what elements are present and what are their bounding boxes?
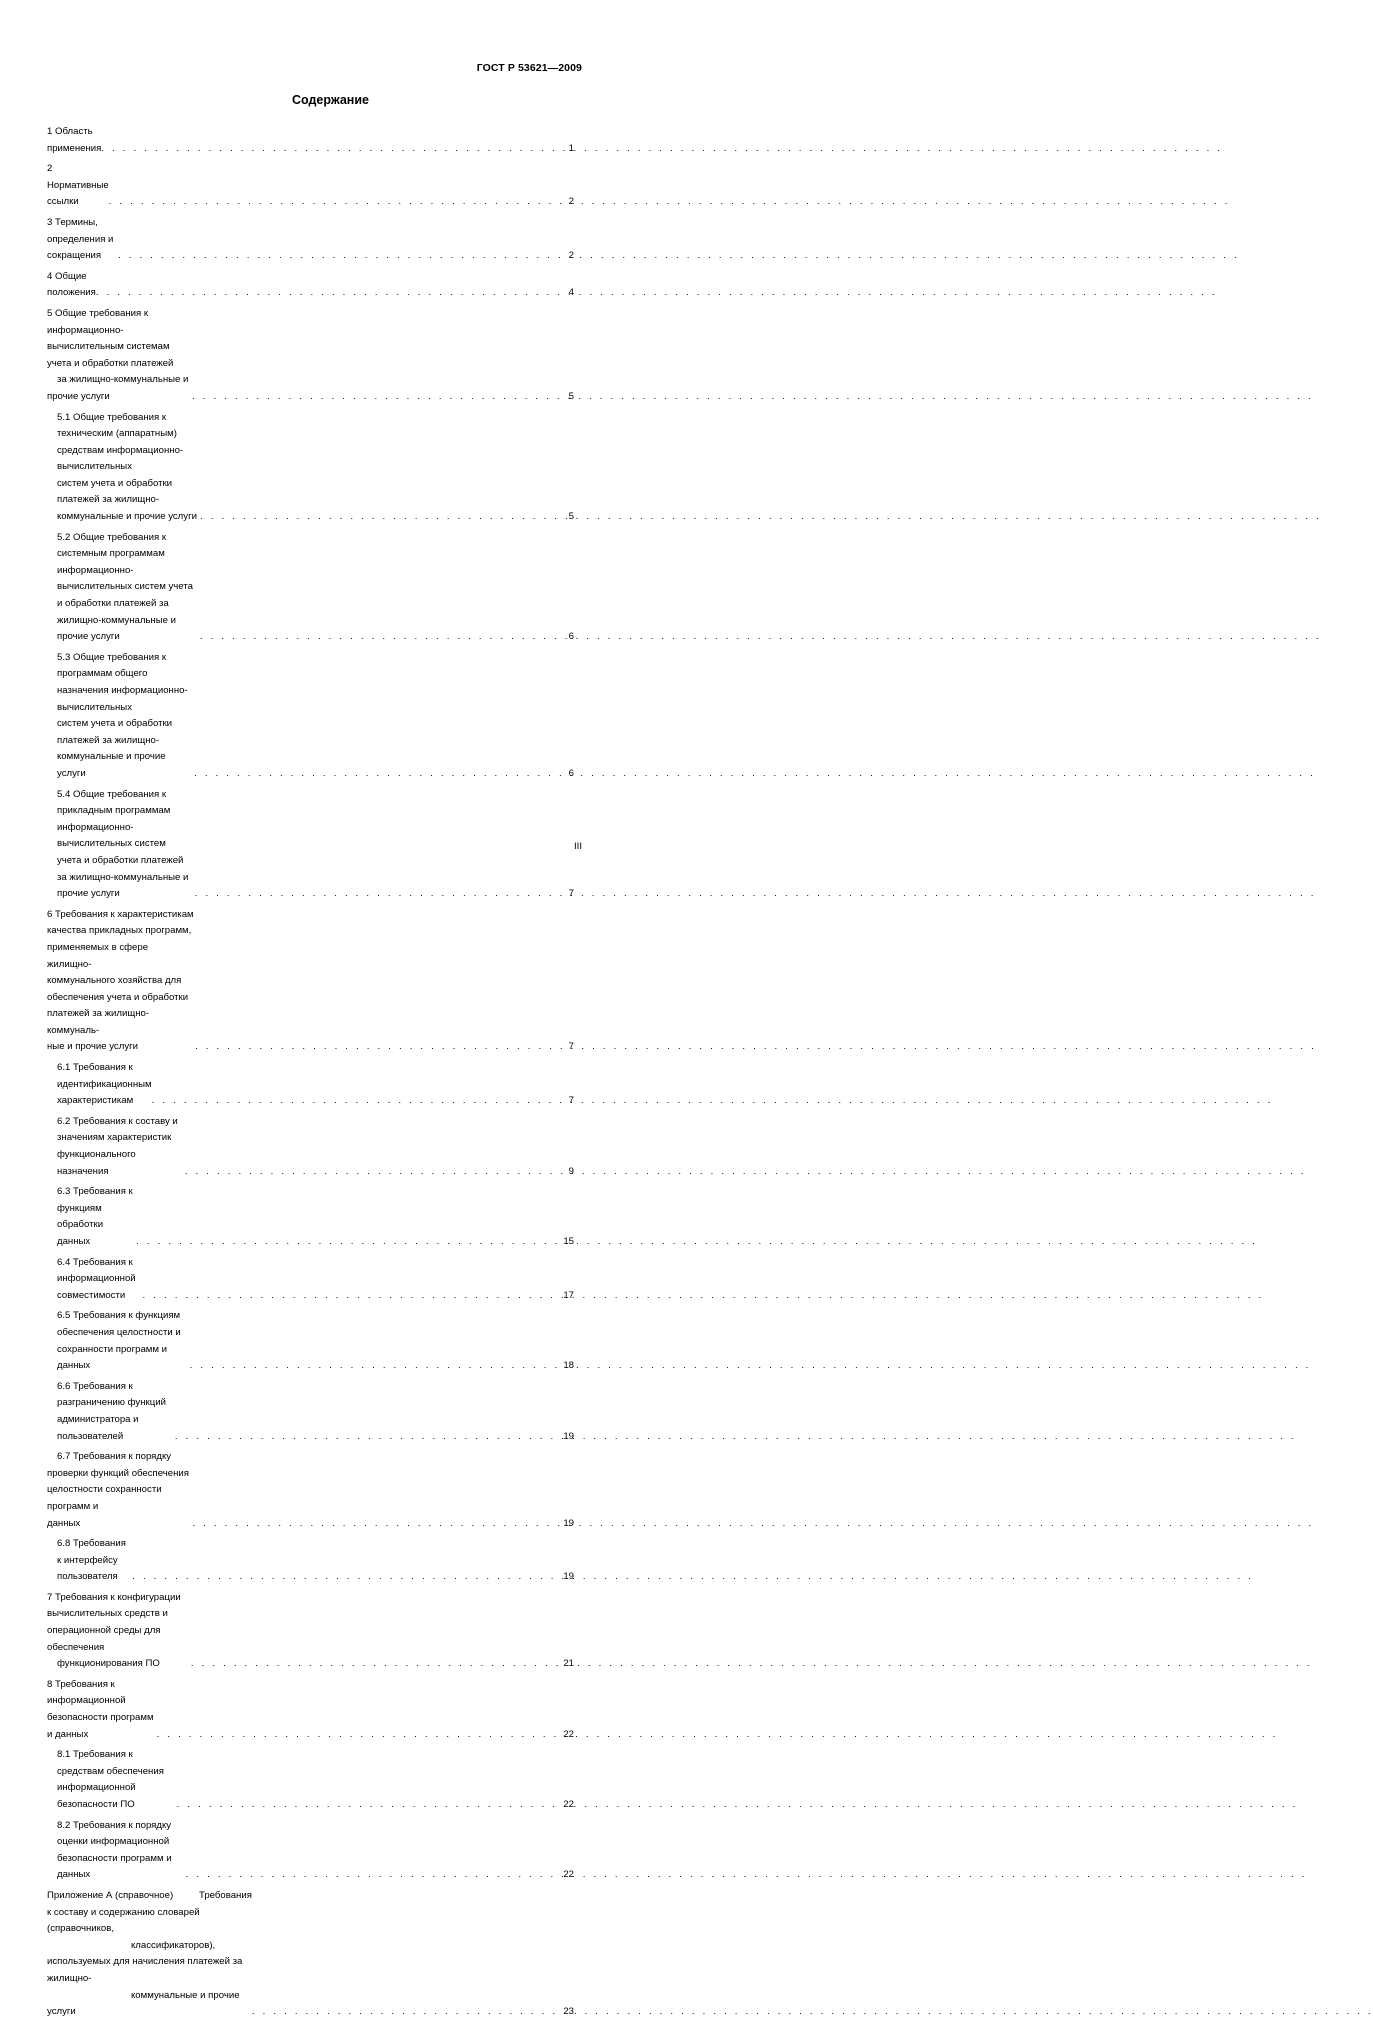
dot-leader <box>191 1656 563 1673</box>
dot-leader <box>194 766 569 783</box>
toc-entry-6-7[interactable] <box>47 1449 574 1532</box>
toc-entry-text: 2 Нормативные ссылки <box>47 163 109 208</box>
toc-page-number: 4 <box>568 287 574 299</box>
toc-entry-8[interactable] <box>47 1677 574 1743</box>
toc-page-number: 2 <box>568 250 574 262</box>
toc-entry-text: 6.6 Требования к разграничению функций администратора и пользователей <box>57 1380 166 1442</box>
toc-entry-6-2[interactable] <box>47 1114 574 1180</box>
toc-page-number: 9 <box>568 1165 574 1177</box>
toc-page-number: 19 <box>563 1571 574 1583</box>
toc-entry-text: 5.3 Общие требования к программам общего назначения информационно-вычислительных систем учета и обработки платежей за жилищно-коммунальные и прочие услуги <box>57 651 188 779</box>
toc-entry-text: 1 Область применения <box>47 126 102 154</box>
dot-leader <box>136 1234 563 1251</box>
dot-leader <box>200 629 569 646</box>
toc-entry-text: 8 Требования к информационной безопасности программ и данных <box>47 1678 154 1740</box>
toc-page-number: 21 <box>563 1658 574 1670</box>
toc-entry-text: 5 Общие требования к информационно-вычислительным системам учета и обработки платежей за жилищно-коммунальные и прочие услуги <box>47 307 189 402</box>
toc-entry-8-2[interactable] <box>47 1818 574 1884</box>
toc-page-number: 7 <box>568 1095 574 1107</box>
toc-entry-7[interactable] <box>47 1590 574 1673</box>
toc-entry-text: 5.1 Общие требования к техническим (аппаратным) средствам информационно-вычислительных систем учета и обработки платежей за жилищно-коммунальные и прочие услуги <box>57 411 197 523</box>
dot-leader <box>132 1569 563 1586</box>
toc-entry-4[interactable] <box>47 269 574 302</box>
toc-entry-6-8[interactable] <box>47 1536 574 1586</box>
toc-page-number: 1 <box>568 142 574 154</box>
dot-leader <box>195 886 569 903</box>
toc-page-number: 7 <box>568 1041 574 1053</box>
toc-entry-text: 6.1 Требования к идентификационным характеристикам <box>57 1062 152 1107</box>
toc-entry-text: Требования к составу и содержанию словарей (справочников, классификаторов), используемых для начисления платежей за жилищно- коммунальные и прочие услуги <box>47 1889 252 2018</box>
dot-leader <box>192 389 569 406</box>
toc-page-number: 19 <box>563 1517 574 1529</box>
toc-entry-text: 6.4 Требования к информационной совместимости <box>57 1256 136 1301</box>
appendix-prefix: Приложение А (справочное) <box>47 1889 174 1901</box>
toc-page-number: 7 <box>568 888 574 900</box>
dot-leader <box>118 248 569 265</box>
dot-leader <box>192 1516 563 1533</box>
dot-leader <box>101 141 568 158</box>
toc-entry-6[interactable] <box>47 907 574 1056</box>
toc-entry-6-6[interactable] <box>47 1379 574 1445</box>
page-header: ГОСТ Р 53621—2009 <box>476 62 582 74</box>
toc-page-number: 22 <box>563 1869 574 1881</box>
table-of-contents <box>47 124 574 2021</box>
toc-entry-text: 8.2 Требования к порядку оценки информационной безопасности программ и данных <box>57 1819 172 1881</box>
toc-entry-text: 6.5 Требования к функциям обеспечения целостности и сохранности программ и данных <box>57 1310 181 1372</box>
toc-entry-6-1[interactable] <box>47 1060 574 1110</box>
toc-entry-6-4[interactable] <box>47 1255 574 1305</box>
dot-leader <box>96 285 569 302</box>
dot-leader <box>157 1727 564 1744</box>
dot-leader <box>186 1867 564 1884</box>
toc-entry-text: 6.7 Требования к порядку проверки функций обеспечения целостности сохранности программ и данных <box>47 1451 189 1529</box>
toc-entry-text: 5.2 Общие требования к системным программам информационно-вычислительных систем учета и обработки платежей за жилищно-коммунальные и прочие услуги <box>57 531 193 643</box>
dot-leader <box>143 1288 564 1305</box>
toc-entry-5-2[interactable] <box>47 530 574 646</box>
dot-leader <box>190 1358 564 1375</box>
toc-page-number: 15 <box>563 1236 574 1247</box>
toc-page-number: 22 <box>563 1799 574 1810</box>
toc-entry-text: 6 Требования к характеристикам качества прикладных программ, применяемых в сфере жилищно- коммунального хозяйства для обеспечения учета и обработки платежей за жилищно-коммуналь- ные и прочие услуги <box>47 908 194 1053</box>
dot-leader <box>200 509 569 526</box>
dot-leader <box>177 1797 564 1814</box>
dot-leader <box>252 2004 563 2021</box>
dot-leader <box>185 1164 569 1181</box>
toc-entry-text: 4 Общие положения <box>47 270 96 299</box>
toc-page-number: 5 <box>568 511 574 523</box>
toc-page-number: 6 <box>568 631 574 643</box>
toc-entry-6-5[interactable] <box>47 1308 574 1374</box>
toc-entry-6-3[interactable] <box>47 1184 574 1250</box>
toc-entry-appendix-a[interactable] <box>47 1888 574 2021</box>
dot-leader <box>175 1429 563 1446</box>
toc-entry-text: 5.4 Общие требования к прикладным программам информационно-вычислительных систем учета и обработки платежей за жилищно-коммунальные и прочие услуги <box>57 788 189 900</box>
toc-page-number: 6 <box>568 767 574 779</box>
toc-page-number: 2 <box>568 196 574 208</box>
toc-entry-5-4[interactable] <box>47 787 574 903</box>
toc-entry-1[interactable] <box>47 124 574 157</box>
toc-page-number: 22 <box>563 1728 574 1740</box>
page-number: III <box>574 841 582 852</box>
toc-title: Содержание <box>291 93 369 107</box>
dot-leader <box>195 1039 569 1056</box>
toc-page-number: 17 <box>563 1289 574 1301</box>
toc-entry-5-1[interactable] <box>47 410 574 526</box>
toc-entry-5[interactable] <box>47 306 574 406</box>
toc-entry-text: 6.8 Требования к интерфейсу пользователя <box>57 1538 126 1583</box>
dot-leader <box>109 194 569 211</box>
toc-entry-text: 3 Термины, определения и сокращения <box>47 216 114 262</box>
toc-entry-text: 6.2 Требования к составу и значениям характеристик функционального назначения <box>57 1115 178 1177</box>
toc-entry-8-1[interactable] <box>47 1747 574 1813</box>
toc-page-number: 5 <box>568 390 574 402</box>
toc-entry-2[interactable] <box>47 161 574 211</box>
toc-entry-text: 6.3 Требования к функциям обработки данных <box>57 1186 133 1247</box>
dot-leader <box>152 1093 569 1110</box>
toc-page-number: 19 <box>563 1430 574 1442</box>
toc-entry-text: 8.1 Требования к средствам обеспечения информационной безопасности ПО <box>57 1749 164 1810</box>
toc-entry-3[interactable] <box>47 215 574 265</box>
toc-entry-text: 7 Требования к конфигурации вычислительных средств и операционной среды для обеспечения функционирования ПО <box>47 1591 181 1670</box>
toc-page-number: 23 <box>563 2006 574 2018</box>
toc-page-number: 18 <box>563 1360 574 1372</box>
toc-entry-5-3[interactable] <box>47 650 574 783</box>
